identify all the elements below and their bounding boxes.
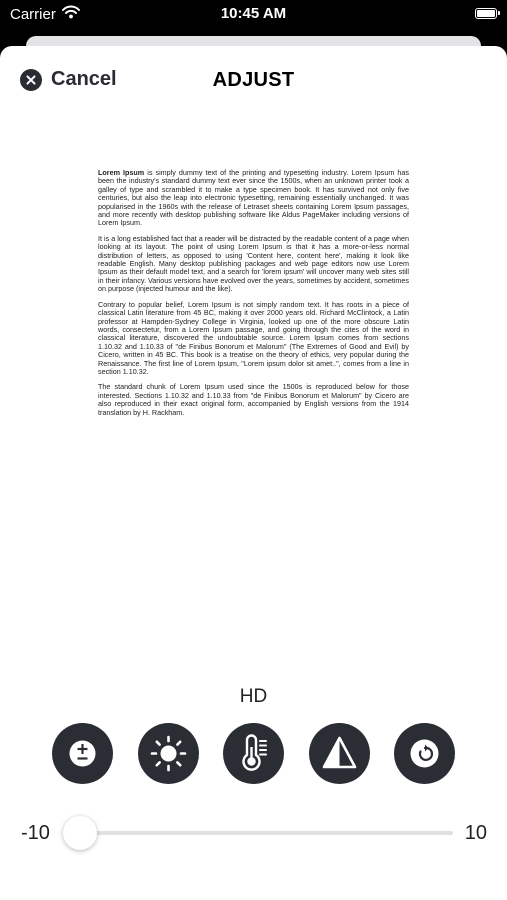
- battery-icon: [475, 8, 497, 19]
- contrast-icon: [309, 723, 370, 784]
- document-lead: Lorem Ipsum: [98, 168, 145, 177]
- document-preview: [98, 169, 409, 424]
- adjust-slider: [0, 816, 507, 852]
- document-paragraph: The standard chunk of Lorem Ipsum used since the 1500s is reproduced below for those interested. Sections 1.10.32 and 1.10.33 from "de Finibus Bonorum et Malorum" by Cicero are also reproduced in their exact original form, accompanied by English versions from the 1914 translation by H. Rackham.: [98, 382, 409, 417]
- slider-track[interactable]: [80, 831, 453, 835]
- reset-icon: [394, 723, 455, 784]
- quality-label: HD: [239, 686, 268, 707]
- document-paragraph: Contrary to popular belief, Lorem Ipsum is not simply random text. It has roots in a piece of classical Latin literature from 45 BC, making it over 2000 years old. Richard McClintock, a Latin professor at Hampden-Sydney College in Virginia, looked up one of the more obscure Latin words, consectetur, from a Lorem Ipsum passage, and going through the cites of the word in classical literature, discovered the undoubtable source. Lorem Ipsum comes from sections 1.10.32 and 1.10.33 of "de Finibus Bonorum et Malorum" (The Extremes of Good and Evil) by Cicero, written in 45 BC. This book is a treatise on the theory of ethics, very popular during the Renaissance. The first line of Lorem Ipsum, "Lorem ipsum dolor sit amet..", comes from a line in section 1.10.32.: [98, 299, 409, 376]
- sheet-header: [0, 46, 507, 116]
- document-paragraph: It is a long established fact that a reader will be distracted by the readable content of a page when looking at its layout. The point of using Lorem Ipsum is that it has a more-or-less normal distribution of letters, as opposed to using 'Content here, content here', making it look like readable English. Many desktop publishing packages and web page editors now use Lorem Ipsum as their default model text, and a search for 'lorem ipsum' will uncover many web sites still in their infancy. Various versions have evolved over the years, sometimes by accident, sometimes on purpose (injected humour and the like).: [98, 233, 409, 294]
- slider-max-label: 10: [464, 822, 487, 844]
- temperature-icon: [223, 723, 284, 784]
- document-paragraph: [98, 169, 409, 228]
- carrier-label: Carrier: [10, 6, 56, 23]
- exposure-button[interactable]: [52, 723, 113, 784]
- adjust-toolbar: [52, 723, 456, 785]
- exposure-icon: [52, 723, 113, 784]
- slider-min-label: -10: [21, 822, 50, 844]
- page-title: ADJUST: [212, 69, 295, 91]
- slider-thumb[interactable]: [63, 816, 97, 850]
- status-time: 10:45 AM: [220, 5, 287, 22]
- reset-button[interactable]: [394, 723, 455, 784]
- cancel-label: Cancel: [51, 68, 117, 90]
- status-bar: [0, 0, 507, 30]
- brightness-button[interactable]: [138, 723, 199, 784]
- temperature-button[interactable]: [223, 723, 284, 784]
- adjust-sheet: [0, 46, 507, 900]
- contrast-button[interactable]: [309, 723, 370, 784]
- brightness-icon: [138, 723, 199, 784]
- document-text: is simply dummy text of the printing and typesetting industry. Lorem Ipsum has been the industry's standard dummy text ever since the 1500s, when an unknown printer took a galley of type and scrambled it to make a type specimen book. It has survived not only five centuries, but also the leap into electronic typesetting, remaining essentially unchanged. It was popularised in the 1960s with the release of Letraset sheets containing Lorem Ipsum passages, and more recently with desktop publishing software like Aldus PageMaker including versions of Lorem Ipsum.: [98, 168, 409, 228]
